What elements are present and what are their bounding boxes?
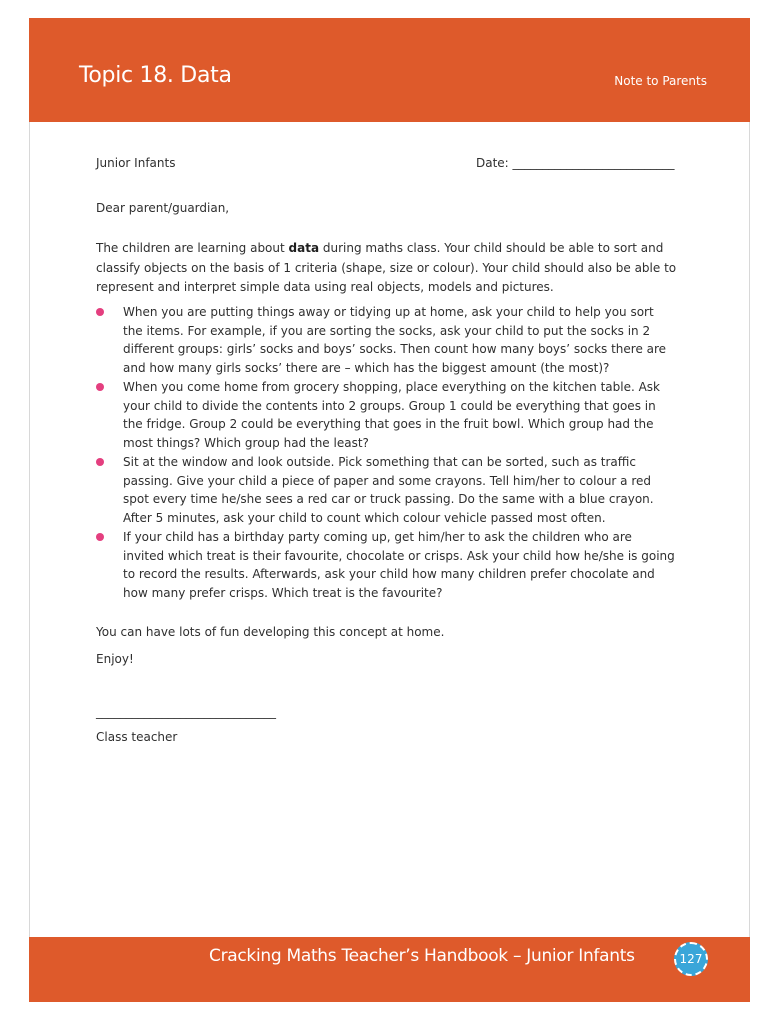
bullet-icon (96, 383, 104, 391)
intro-keyword: data (288, 241, 320, 255)
list-item-text: When you come home from grocery shopping, place everything on the kitchen table. Ask your child to divide the contents into 2 groups. Group 1 could be everything that goes in the fridge. Group 2 could be everything that goes in the fruit bowl. Which group had the most things? Which group had the least? (123, 380, 660, 450)
intro-text-start: The children are learning about (96, 241, 289, 255)
bullet-icon (96, 533, 104, 541)
header-note: Note to Parents (614, 74, 707, 88)
date-field: Date: ___________________________ (476, 156, 675, 170)
intro-paragraph (96, 239, 686, 298)
page-number-badge (674, 942, 708, 976)
list-item (96, 303, 676, 377)
list-item-text: When you are putting things away or tidying up at home, ask your child to help you sort the items. For example, if you are sorting the socks, ask your child to put the socks in 2 different groups: girls’ socks and boys’ socks. Then count how many boys’ socks there are and how many girls socks’ there are – which has the biggest amount (the most)? (123, 305, 667, 375)
signature-line: ______________________________ (96, 705, 276, 719)
list-item-text: If your child has a birthday party coming up, get him/her to ask the children who are invited which treat is their favourite, chocolate or crisps. Ask your child how he/she is going to record the results. Afterwards, ask your child how many children prefer chocolate and how many prefer crisps. Which treat is the favourite? (123, 530, 675, 600)
closing-enjoy: Enjoy! (96, 652, 134, 666)
bullet-icon (96, 458, 104, 466)
list-item (96, 528, 676, 602)
signature-label: Class teacher (96, 730, 178, 744)
closing-line: You can have lots of fun developing this concept at home. (96, 625, 445, 639)
class-name: Junior Infants (96, 156, 176, 170)
greeting: Dear parent/guardian, (96, 201, 230, 215)
list-item-text: Sit at the window and look outside. Pick something that can be sorted, such as traffic passing. Give your child a piece of paper and some crayons. Tell him/her to colour a red spot every time he/she sees a red car or truck passing. Do the same with a blue crayon. After 5 minutes, ask your child to count which colour vehicle passed most often. (123, 455, 654, 525)
intro-text-end: during maths class. Your child should be able to sort and classify objects on the basis of 1 criteria (shape, size or colour). Your child should also be able to represent and interpret simple data using real objects, models and pictures. (96, 241, 677, 294)
activity-list (96, 303, 676, 603)
list-item (96, 378, 676, 452)
footer-title: Cracking Maths Teacher’s Handbook – Junior Infants (209, 946, 635, 966)
list-item (96, 453, 676, 527)
page-number: 127 (679, 952, 703, 966)
bullet-icon (96, 308, 104, 316)
page-title: Topic 18. Data (79, 63, 232, 88)
